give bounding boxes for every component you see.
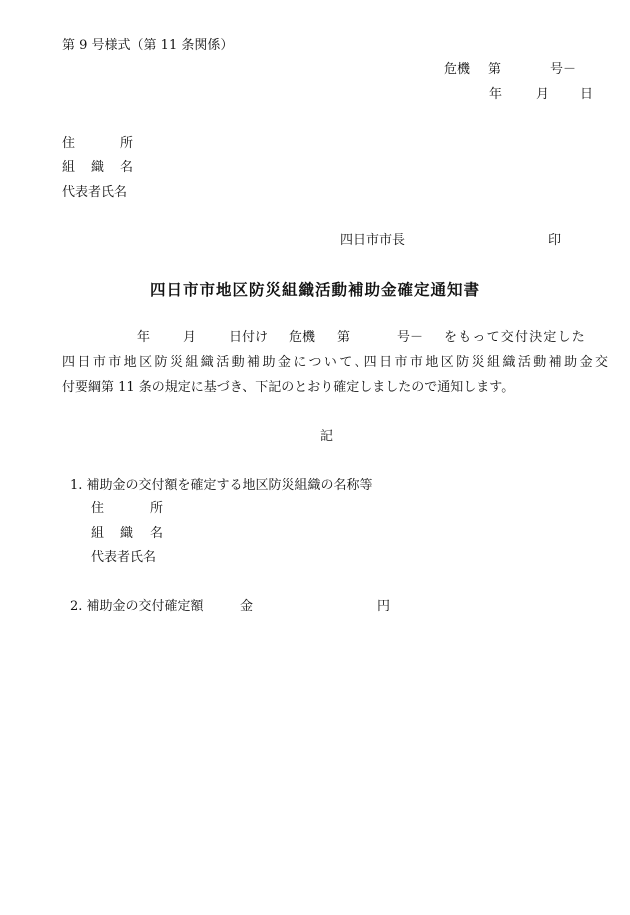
item2-label: 2. 補助金の交付確定額 [70, 599, 204, 614]
item1-org-label-2: 織 [120, 526, 134, 541]
body-month: 月 [183, 330, 197, 345]
item1-address-label-1: 住 [91, 501, 105, 516]
document-title: 四日市市地区防災組織活動補助金確定通知書 [149, 280, 480, 299]
item2-kin: 金 [240, 599, 254, 614]
doc-number-prefix: 危機 [444, 62, 471, 77]
doc-number-suffix: 号－ [550, 62, 577, 77]
body-dai: 第 [337, 330, 351, 345]
issuer-title: 四日市市長 [340, 233, 406, 248]
body-suffix: 号－ [397, 330, 424, 345]
recipient-address-label-2: 所 [120, 136, 134, 151]
date-day: 日 [580, 87, 594, 102]
item1-rep-label: 代表者氏名 [91, 550, 157, 565]
ki-label: 記 [320, 429, 334, 444]
body-line-3: 付要綱第 11 条の規定に基づき、下記のとおり確定しましたので通知します。 [62, 380, 515, 395]
item1-label: 1. 補助金の交付額を確定する地区防災組織の名称等 [70, 478, 373, 493]
body-year: 年 [137, 330, 151, 345]
recipient-org-label-3: 名 [120, 160, 134, 175]
item1-org-label-1: 組 [91, 526, 105, 541]
recipient-rep-label: 代表者氏名 [62, 185, 128, 200]
body-line-2: 四日市市地区防災組織活動補助金について､四日市市地区防災組織活動補助金交 [62, 355, 608, 370]
item2-yen: 円 [377, 599, 391, 614]
body-dated: 日付け [229, 330, 269, 345]
issuer-seal: 印 [548, 233, 562, 248]
item1-org-label-3: 名 [150, 526, 164, 541]
body-rest: をもって交付決定した [444, 330, 587, 345]
recipient-address-label-1: 住 [62, 136, 76, 151]
item1-address-label-2: 所 [150, 501, 164, 516]
doc-number-dai: 第 [488, 62, 502, 77]
form-label: 第 9 号様式（第 11 条関係） [62, 38, 234, 53]
date-month: 月 [536, 87, 550, 102]
body-prefix: 危機 [289, 330, 316, 345]
recipient-org-label-2: 織 [91, 160, 105, 175]
recipient-org-label-1: 組 [62, 160, 76, 175]
date-year: 年 [489, 87, 503, 102]
